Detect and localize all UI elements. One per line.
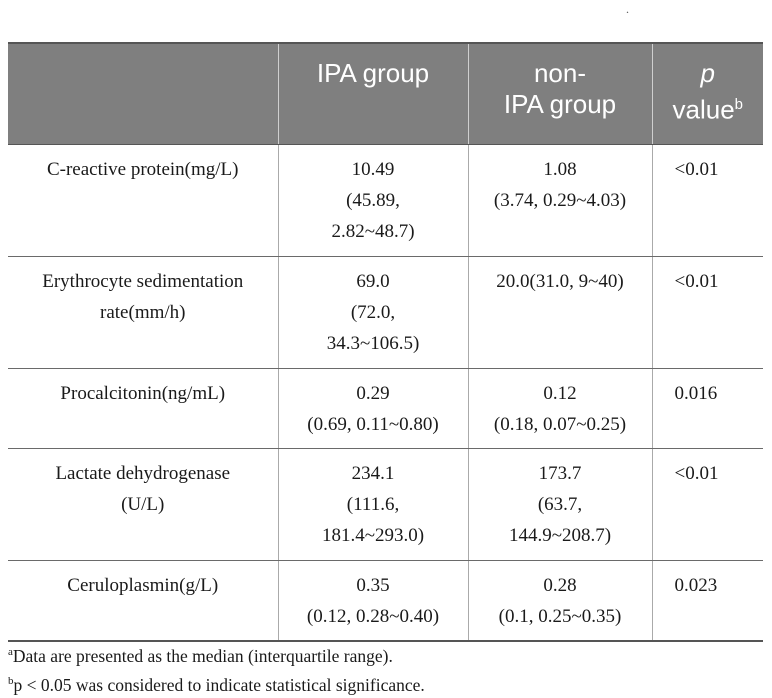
ipa-line: 0.35 <box>356 575 390 596</box>
ipa-line: 34.3~106.5) <box>326 333 420 354</box>
row-label <box>8 449 278 561</box>
ipa-line: (72.0, <box>350 302 396 323</box>
ipa-line: 10.49 <box>351 159 395 180</box>
ipa-line: 234.1 <box>351 463 395 484</box>
non-ipa-line: 173.7 <box>538 463 582 484</box>
non-ipa-line: 20.0(31.0, 9~40) <box>496 271 624 292</box>
ipa-cell <box>278 257 468 369</box>
label-line: (U/L) <box>121 494 165 515</box>
ipa-line: (0.12, 0.28~0.40) <box>306 606 440 627</box>
ipa-cell <box>278 449 468 561</box>
header-blank <box>8 43 278 145</box>
stray-dot: . <box>626 2 629 16</box>
ipa-line: 69.0 <box>356 271 390 292</box>
ipa-line: 0.29 <box>356 383 390 404</box>
label-line: Erythrocyte sedimentation <box>42 271 244 292</box>
non-ipa-cell <box>468 449 652 561</box>
non-ipa-line: (0.1, 0.25~0.35) <box>498 606 622 627</box>
p-value-cell: <0.01 <box>652 257 763 369</box>
row-label <box>8 257 278 369</box>
p-value-cell: 0.016 <box>652 369 763 449</box>
table-row <box>8 561 763 642</box>
footnotes <box>8 640 425 698</box>
non-ipa-cell <box>468 145 652 257</box>
non-ipa-line: (63.7, <box>537 494 583 515</box>
footnote-b-text: p < 0.05 was considered to indicate statistical significance. <box>13 674 425 695</box>
non-ipa-line: 0.12 <box>543 383 577 404</box>
header-non-ipa-group <box>468 43 652 145</box>
table-row <box>8 449 763 561</box>
ipa-cell <box>278 145 468 257</box>
header-value-sup: b <box>734 96 743 113</box>
ipa-line: (0.69, 0.11~0.80) <box>307 414 439 435</box>
table-row <box>8 257 763 369</box>
non-ipa-line: (3.74, 0.29~4.03) <box>493 190 627 211</box>
header-ipa-group: IPA group <box>278 43 468 145</box>
ipa-line: 181.4~293.0) <box>321 525 425 546</box>
ipa-line: (111.6, <box>346 494 400 515</box>
header-non-ipa-line1: IPA group <box>503 89 617 119</box>
header-value-line <box>659 89 758 126</box>
p-value-cell: <0.01 <box>652 449 763 561</box>
non-ipa-line: (0.18, 0.07~0.25) <box>493 414 627 435</box>
non-ipa-cell <box>468 257 652 369</box>
non-ipa-cell <box>468 369 652 449</box>
header-p-value <box>652 43 763 145</box>
ipa-cell <box>278 561 468 642</box>
ipa-cell <box>278 369 468 449</box>
label-line: rate(mm/h) <box>100 302 186 323</box>
data-table <box>8 42 763 642</box>
footnote-b-marker: b <box>8 674 14 687</box>
row-label: Procalcitonin(ng/mL) <box>8 369 278 449</box>
table-row <box>8 369 763 449</box>
label-line: Lactate dehydrogenase <box>55 463 231 484</box>
header-non-ipa-prefix: non- <box>533 58 587 88</box>
non-ipa-line: 144.9~208.7) <box>508 525 612 546</box>
p-value-cell: 0.023 <box>652 561 763 642</box>
non-ipa-line: 1.08 <box>543 159 577 180</box>
header-p: p <box>700 58 715 88</box>
ipa-line: 2.82~48.7) <box>331 221 415 242</box>
table-row <box>8 145 763 257</box>
row-label: C-reactive protein(mg/L) <box>8 145 278 257</box>
footnote-a-marker: a <box>8 646 13 658</box>
footnote-a-text: Data are presented as the median (interquartile range). <box>12 645 393 666</box>
non-ipa-line: 0.28 <box>543 575 577 596</box>
header-value-text: value <box>672 94 735 125</box>
row-label: Ceruloplasmin(g/L) <box>8 561 278 642</box>
ipa-line: (45.89, <box>346 190 400 211</box>
footnote-b <box>8 669 425 698</box>
non-ipa-cell <box>468 561 652 642</box>
p-value-cell: <0.01 <box>652 145 763 257</box>
footnote-a <box>8 640 425 669</box>
header-row <box>8 43 763 145</box>
